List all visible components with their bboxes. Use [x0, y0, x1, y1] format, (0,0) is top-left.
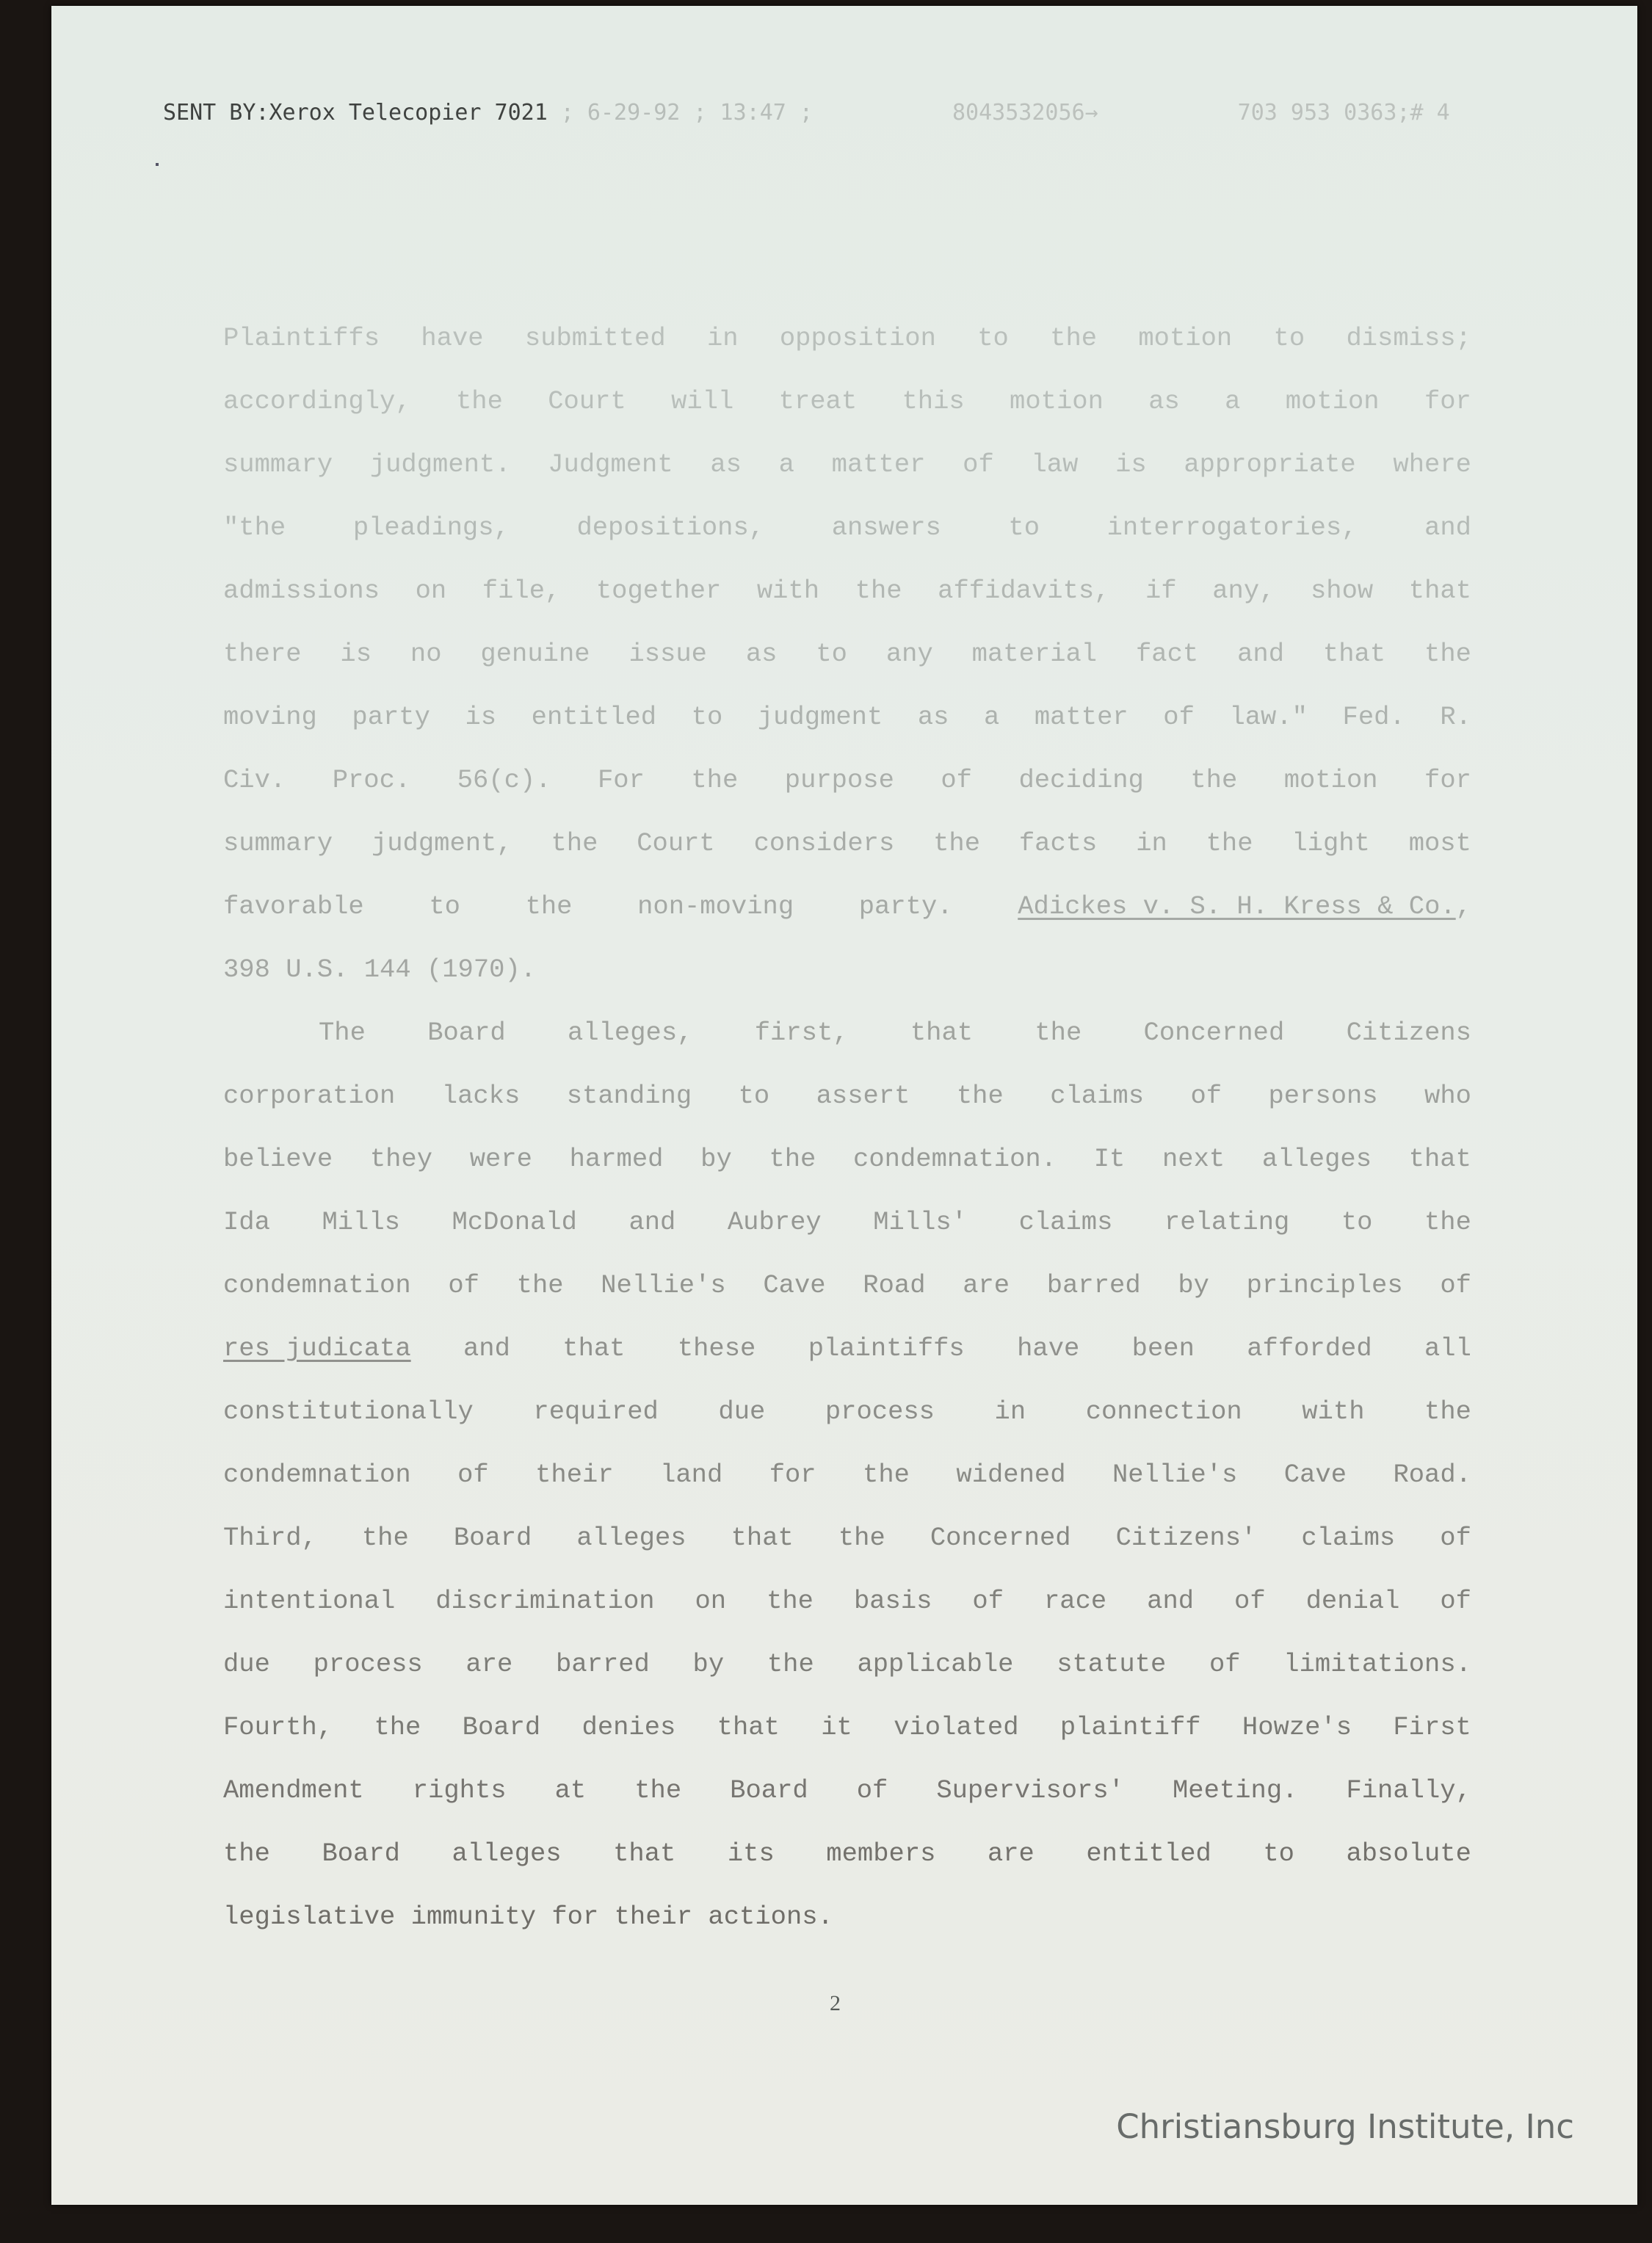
word: that [1322, 639, 1386, 669]
word: immunity [410, 1902, 537, 1932]
word: a [1225, 386, 1241, 416]
word: issue [628, 639, 707, 669]
word: Road. [1393, 1460, 1471, 1490]
text-line [223, 1696, 1471, 1759]
word: due [718, 1396, 766, 1427]
word: entitled [1086, 1838, 1211, 1869]
text-line [223, 1191, 1471, 1254]
word: Amendment [223, 1775, 364, 1805]
word: in [994, 1396, 1026, 1427]
word: the [1424, 639, 1471, 669]
word: Road [863, 1270, 926, 1300]
word: afforded [1247, 1333, 1372, 1363]
word: have [1017, 1333, 1080, 1363]
word: "the [223, 512, 286, 543]
word: motion [1010, 386, 1104, 416]
word: Finally, [1346, 1775, 1471, 1805]
word: 398 [223, 954, 270, 985]
word: claims [1018, 1207, 1113, 1237]
word: to [1263, 1838, 1294, 1869]
word: First [1393, 1712, 1471, 1742]
word: as [710, 449, 742, 479]
word: that [731, 1523, 794, 1553]
word: opposition [779, 323, 936, 353]
word: motion [1285, 386, 1380, 416]
word: to [1273, 323, 1305, 353]
word: intentional [223, 1586, 396, 1616]
fax-sent-by: SENT BY:Xerox Telecopier 7021 [163, 100, 548, 126]
word: due [223, 1649, 270, 1679]
word: Board [730, 1775, 808, 1805]
word: standing [566, 1081, 692, 1111]
word: Ida [223, 1207, 270, 1237]
word: alleges [1261, 1144, 1372, 1174]
word: if [1145, 576, 1177, 606]
word: lacks [441, 1081, 521, 1111]
word: Citizens [1346, 1018, 1471, 1048]
word: violated [894, 1712, 1019, 1742]
word: judgment [757, 702, 883, 732]
word: non-moving [637, 891, 794, 921]
word: (1970). [426, 954, 537, 985]
word: Meeting. [1173, 1775, 1298, 1805]
word: material [971, 639, 1098, 669]
word: as [745, 639, 778, 669]
word: show [1311, 576, 1374, 606]
word: process [825, 1396, 935, 1427]
word: no [410, 639, 442, 669]
word: plaintiff [1059, 1712, 1201, 1742]
word: to [1341, 1207, 1373, 1237]
word: by [700, 1144, 732, 1174]
text-line [223, 1885, 1471, 1949]
word: Board [453, 1523, 532, 1553]
word: of [1440, 1523, 1471, 1553]
word: admissions [223, 576, 380, 606]
word: persons [1268, 1081, 1378, 1111]
word: that [613, 1838, 676, 1869]
body-text [223, 307, 1471, 1949]
word: the [634, 1775, 682, 1805]
word: actions. [708, 1902, 833, 1932]
word: the [1206, 828, 1253, 858]
word: fact [1136, 639, 1199, 669]
word: members [826, 1838, 936, 1869]
word: treat [778, 386, 858, 416]
word: at [554, 1775, 587, 1805]
word: of [1440, 1586, 1471, 1616]
word: first, [754, 1018, 849, 1048]
text-line [223, 875, 1471, 938]
word: on [695, 1586, 727, 1616]
page-number: 2 [830, 1991, 841, 2015]
word: limitations. [1283, 1649, 1471, 1679]
word: Concerned [1143, 1018, 1285, 1048]
text-line [223, 938, 1471, 1001]
word: law [1031, 449, 1079, 479]
word: will [671, 386, 734, 416]
word: where [1393, 449, 1471, 479]
word: to [977, 323, 1009, 353]
word: as [1148, 386, 1180, 416]
word: the [855, 576, 902, 606]
word: Board [427, 1018, 506, 1048]
word: a [778, 449, 794, 479]
word: been [1131, 1333, 1195, 1363]
word: the [691, 765, 739, 795]
word: for [1424, 386, 1471, 416]
stray-mark [156, 163, 159, 166]
word: denies [582, 1712, 676, 1742]
word: motion [1138, 323, 1233, 353]
word: Nellie's [1112, 1460, 1238, 1490]
word: facts [1018, 828, 1098, 858]
word: summary [223, 828, 333, 858]
word: and [1424, 512, 1471, 543]
text-line [223, 1507, 1471, 1570]
word: in [1136, 828, 1167, 858]
text-line [223, 496, 1471, 559]
word: legislative [223, 1902, 396, 1932]
word: land [660, 1460, 723, 1490]
word: for [769, 1460, 816, 1490]
word: moving [223, 702, 317, 732]
word: R. [1440, 702, 1471, 732]
word: next [1162, 1144, 1225, 1174]
fax-date-time: ; 6-29-92 ; 13:47 ; [560, 100, 813, 126]
word: of [457, 1460, 489, 1490]
word: alleges, [568, 1018, 693, 1048]
word: that [1408, 1144, 1471, 1174]
word: race [1043, 1586, 1107, 1616]
word: dismiss; [1346, 323, 1471, 353]
word: were [469, 1144, 532, 1174]
word: relating [1164, 1207, 1290, 1237]
word: as [917, 702, 949, 732]
word: to [691, 702, 723, 732]
word: of [856, 1775, 888, 1805]
word: the [374, 1712, 421, 1742]
word: any [885, 639, 933, 669]
word: the [956, 1081, 1004, 1111]
word: to [1008, 512, 1040, 543]
word: by [692, 1649, 725, 1679]
word: of [1163, 702, 1195, 732]
word: of [1440, 1270, 1471, 1300]
text-line [223, 812, 1471, 875]
watermark: Christiansburg Institute, Inc [1116, 2107, 1574, 2146]
word: answers [831, 512, 941, 543]
word: Court [548, 386, 626, 416]
word: favorable [223, 891, 364, 921]
citation: Adickes v. S. H. Kress & Co., [1018, 891, 1471, 921]
word: the [863, 1460, 910, 1490]
word: the [767, 1649, 814, 1679]
text-line [223, 370, 1471, 433]
word: Supervisors' [936, 1775, 1124, 1805]
word: Proc. [332, 765, 411, 795]
word: interrogatories, [1106, 512, 1358, 543]
word: Howze's [1242, 1712, 1352, 1742]
word: of [448, 1270, 479, 1300]
word: that [562, 1333, 626, 1363]
text-line [223, 623, 1471, 686]
word: the [767, 1586, 814, 1616]
fax-from-number: 8043532056→ [952, 100, 1098, 126]
word: with [756, 576, 820, 606]
text-line [223, 433, 1471, 496]
word: appropriate [1184, 449, 1356, 479]
document-page [51, 6, 1637, 2205]
word: absolute [1346, 1838, 1471, 1869]
word: genuine [480, 639, 590, 669]
word: the [1050, 323, 1098, 353]
word: Fourth, [223, 1712, 333, 1742]
word: of [1209, 1649, 1241, 1679]
word: summary [223, 449, 333, 479]
word: Citizens' [1115, 1523, 1257, 1553]
text-line [223, 1254, 1471, 1317]
word: Plaintiffs [223, 323, 380, 353]
word: deciding [1018, 765, 1144, 795]
word: the [769, 1144, 816, 1174]
word: to [738, 1081, 770, 1111]
word: to [816, 639, 847, 669]
word: all [1424, 1333, 1471, 1363]
word: purpose [784, 765, 894, 795]
word: for [551, 1902, 599, 1932]
word: there [223, 639, 302, 669]
text-line [223, 1380, 1471, 1443]
word: law." [1229, 702, 1308, 732]
word: file, [482, 576, 561, 606]
word: Board [322, 1838, 400, 1869]
word: considers [753, 828, 895, 858]
word: connection [1085, 1396, 1242, 1427]
word: 144 [363, 954, 411, 985]
word: judgment. [369, 449, 511, 479]
word: condemnation. [853, 1144, 1057, 1174]
word: light [1291, 828, 1370, 858]
word: assert [816, 1081, 910, 1111]
word: Mills' [873, 1207, 968, 1237]
word: the [551, 828, 598, 858]
word: in [706, 323, 739, 353]
word: are [465, 1649, 513, 1679]
word: matter [831, 449, 926, 479]
word: entitled [531, 702, 657, 732]
word: its [727, 1838, 775, 1869]
word: Cave [1283, 1460, 1347, 1490]
word: affidavits, [938, 576, 1110, 606]
word: the [516, 1270, 564, 1300]
fax-to-number: 703 953 0363;# 4 [1237, 100, 1450, 126]
word: is [340, 639, 372, 669]
word: submitted [524, 323, 666, 353]
word: Fed. [1342, 702, 1405, 732]
word: constitutionally [223, 1396, 474, 1427]
word: that [717, 1712, 780, 1742]
word: claims [1050, 1081, 1145, 1111]
text-line [223, 1065, 1471, 1128]
word: of [1190, 1081, 1222, 1111]
text-line [223, 1759, 1471, 1822]
word: harmed [569, 1144, 664, 1174]
word: their [614, 1902, 693, 1932]
citation: res judicata [223, 1333, 411, 1363]
word: the [1190, 765, 1238, 795]
word: It [1093, 1144, 1126, 1174]
word: Court [637, 828, 715, 858]
word: of [1234, 1586, 1266, 1616]
text-line [223, 307, 1471, 370]
word: and [628, 1207, 676, 1237]
word: U.S. [286, 954, 349, 985]
word: the [361, 1523, 409, 1553]
word: barred [1046, 1270, 1141, 1300]
word: and [1237, 639, 1285, 669]
text-line [223, 1822, 1471, 1885]
word: these [677, 1333, 756, 1363]
word: for [1424, 765, 1471, 795]
word: the [933, 828, 981, 858]
word: and [1147, 1586, 1195, 1616]
word: Cave [763, 1270, 826, 1300]
word: principles [1246, 1270, 1403, 1300]
text-line [223, 1128, 1471, 1191]
word: believe [223, 1144, 333, 1174]
word: alleges [576, 1523, 686, 1553]
word: with [1302, 1396, 1365, 1427]
word: barred [556, 1649, 650, 1679]
word: on [415, 576, 447, 606]
word: the [223, 1838, 270, 1869]
word: accordingly, [223, 386, 411, 416]
word: For [597, 765, 645, 795]
text-line [223, 559, 1471, 623]
word: discrimination [435, 1586, 655, 1616]
word: claims [1301, 1523, 1396, 1553]
word: the [455, 386, 503, 416]
word: of [972, 1586, 1004, 1616]
word: the [1035, 1018, 1082, 1048]
word: plaintiffs [808, 1333, 965, 1363]
word: are [987, 1838, 1035, 1869]
fax-header [163, 100, 1580, 126]
text-line [223, 1570, 1471, 1633]
text-line [223, 1317, 1471, 1380]
word: Civ. [223, 765, 286, 795]
word: the [1424, 1207, 1471, 1237]
word: most [1408, 828, 1471, 858]
word: have [421, 323, 484, 353]
word: process [313, 1649, 423, 1679]
word: condemnation [223, 1460, 411, 1490]
word: together [595, 576, 722, 606]
word: Nellie's [601, 1270, 726, 1300]
text-line [223, 1633, 1471, 1696]
word: it [821, 1712, 852, 1742]
word: judgment, [371, 828, 512, 858]
word: is [465, 702, 497, 732]
word: that [910, 1018, 974, 1048]
word: pleadings, [352, 512, 510, 543]
word: that [1408, 576, 1471, 606]
word: to [429, 891, 460, 921]
word: are [963, 1270, 1010, 1300]
text-line [223, 1001, 1471, 1065]
word: McDonald [452, 1207, 577, 1237]
word: Board [462, 1712, 541, 1742]
word: who [1424, 1081, 1471, 1111]
word: of [941, 765, 972, 795]
word: this [902, 386, 965, 416]
word: and [463, 1333, 510, 1363]
word: the [525, 891, 573, 921]
word: The [319, 1018, 366, 1048]
word: Mills [322, 1207, 400, 1237]
word: motion [1283, 765, 1378, 795]
word: applicable [857, 1649, 1014, 1679]
word: matter [1034, 702, 1128, 732]
word: widened [956, 1460, 1066, 1490]
word: Judgment [548, 449, 673, 479]
word: alleges [452, 1838, 562, 1869]
word: statute [1057, 1649, 1167, 1679]
word: corporation [223, 1081, 396, 1111]
word: their [535, 1460, 614, 1490]
word: any, [1212, 576, 1275, 606]
word: party. [858, 891, 953, 921]
word: a [984, 702, 1000, 732]
word: Third, [223, 1523, 317, 1553]
text-line [223, 686, 1471, 749]
word: party [352, 702, 430, 732]
word: Aubrey [727, 1207, 822, 1237]
word: denial [1305, 1586, 1400, 1616]
word: Concerned [930, 1523, 1071, 1553]
word: required [533, 1396, 659, 1427]
word: they [369, 1144, 433, 1174]
word: the [1424, 1396, 1471, 1427]
word: is [1115, 449, 1147, 479]
word: 56(c). [457, 765, 551, 795]
word: the [838, 1523, 885, 1553]
word: depositions, [576, 512, 765, 543]
text-line [223, 749, 1471, 812]
word: rights [412, 1775, 507, 1805]
word: basis [853, 1586, 932, 1616]
word: of [963, 449, 994, 479]
word: by [1178, 1270, 1209, 1300]
word: condemnation [223, 1270, 411, 1300]
text-line [223, 1443, 1471, 1507]
